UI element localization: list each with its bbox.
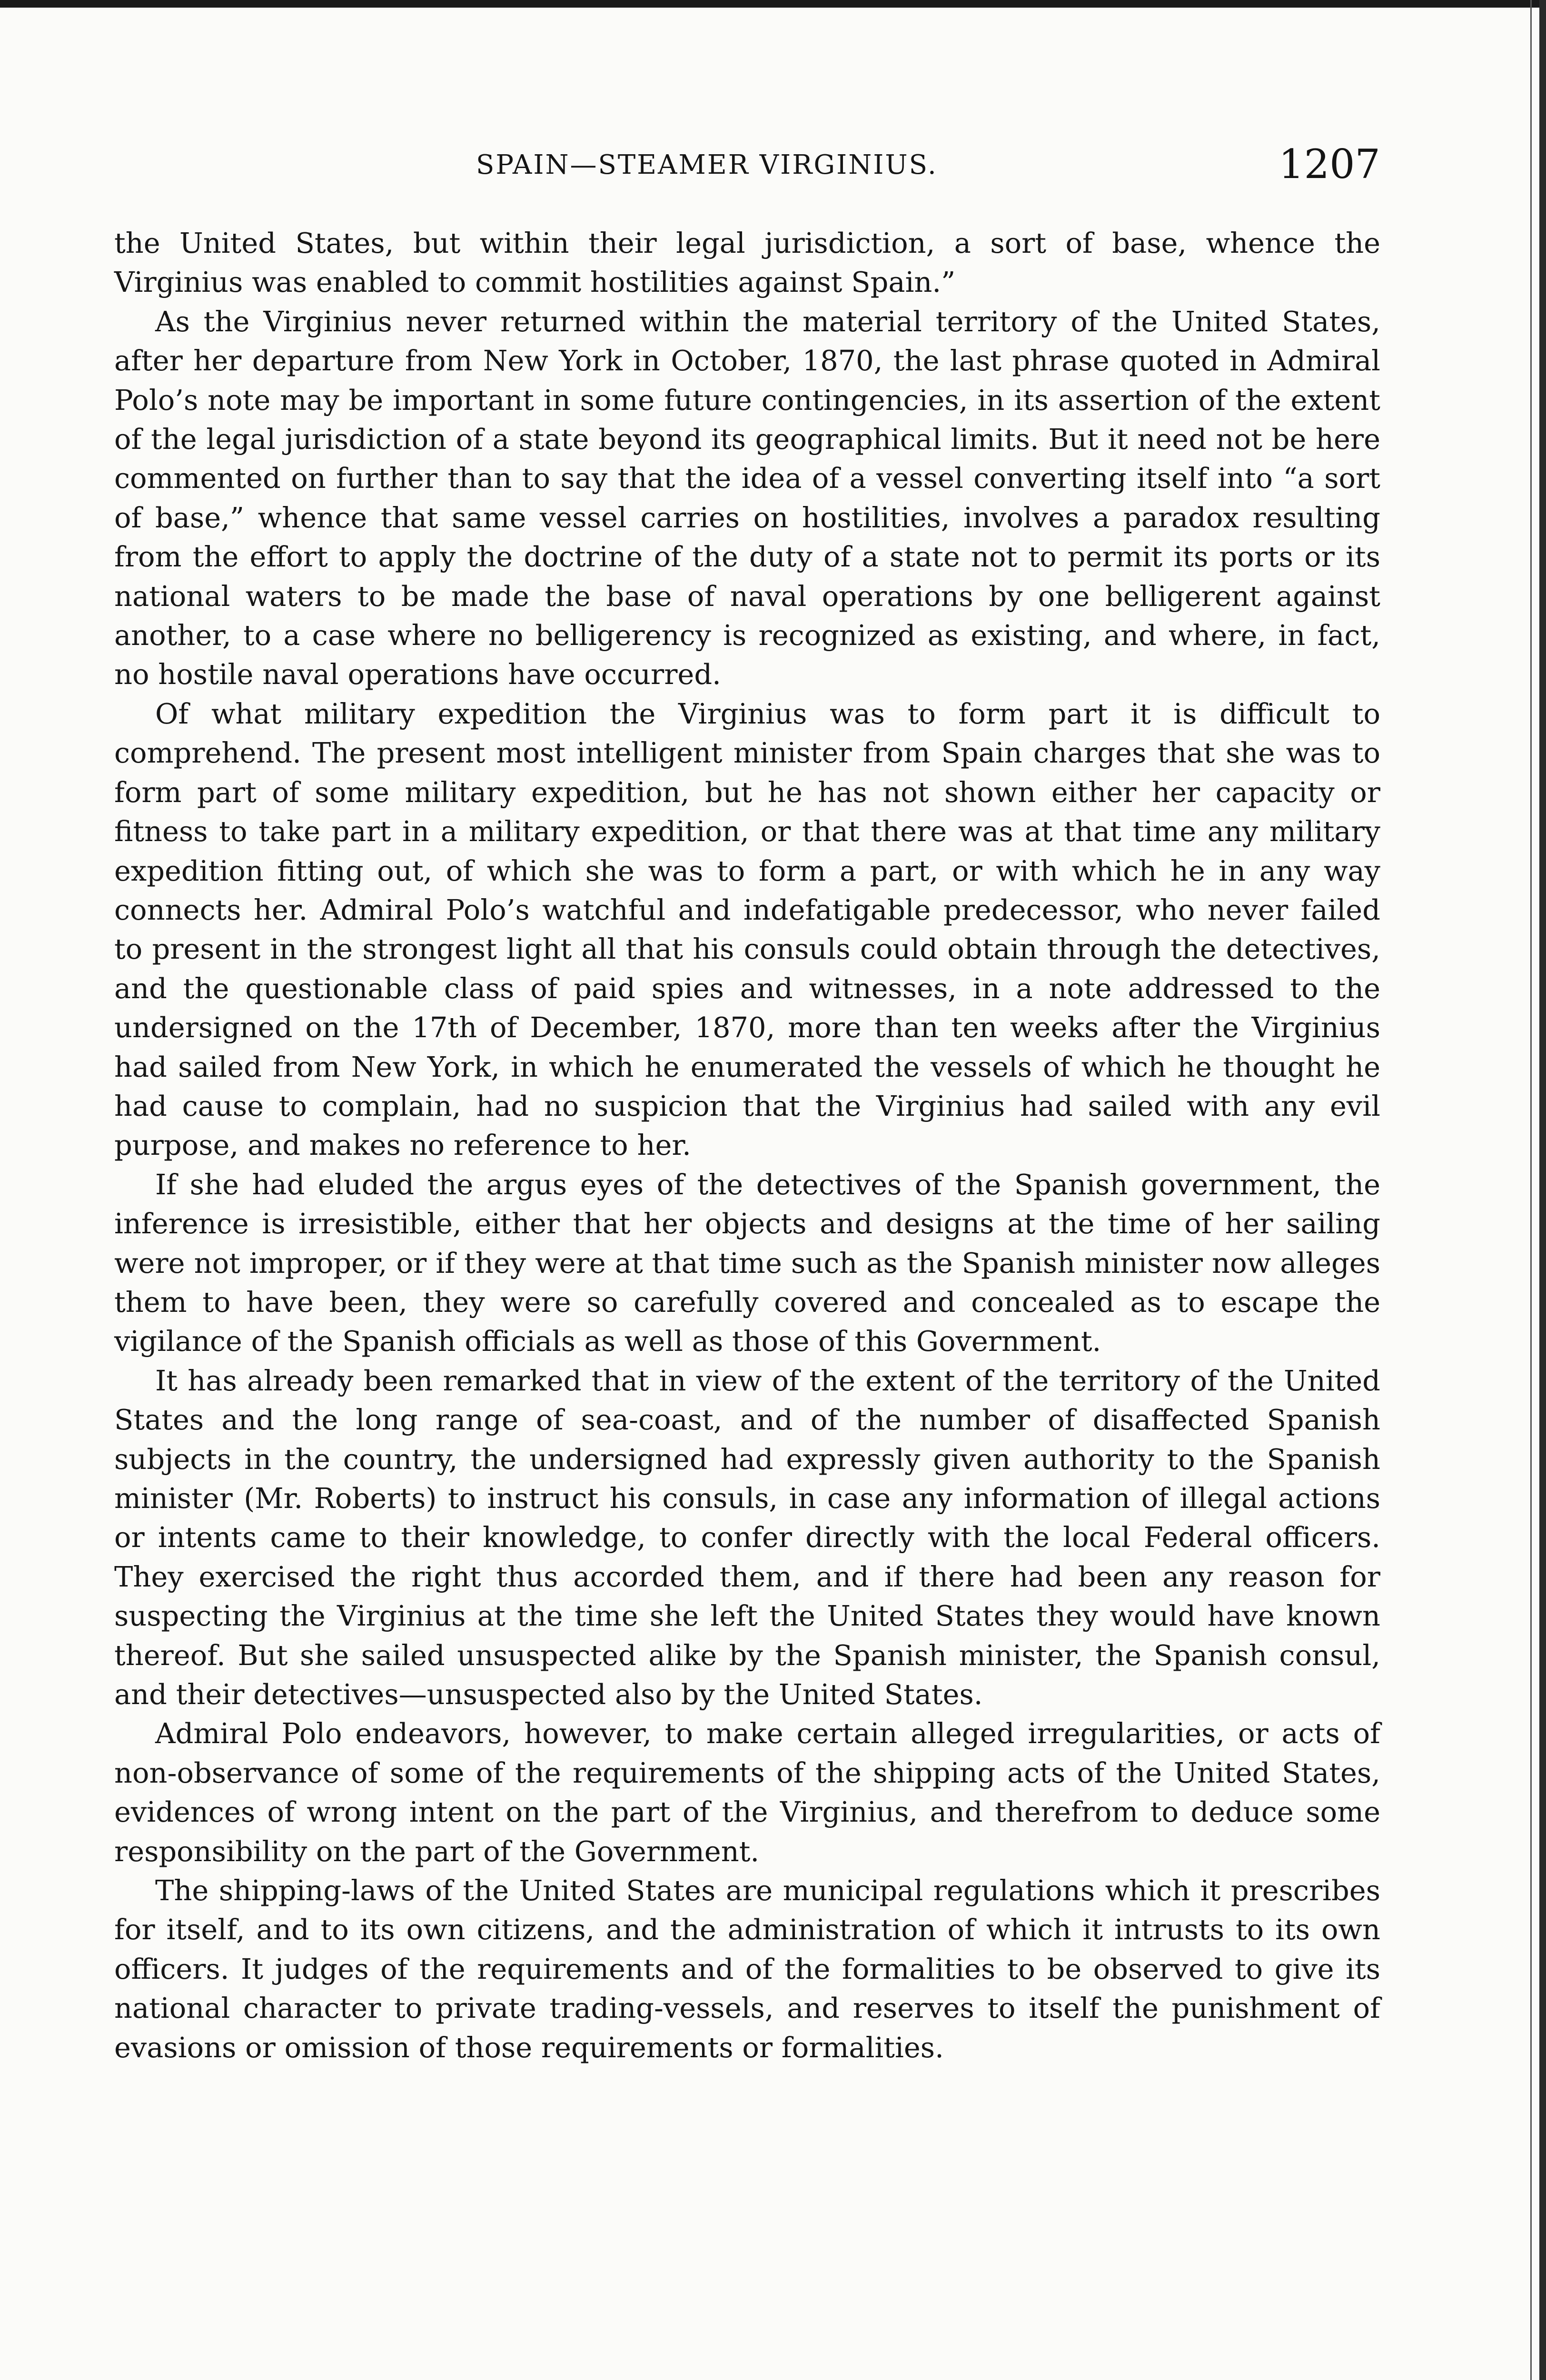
- page-number: 1207: [1278, 141, 1380, 188]
- top-border-rule: [0, 0, 1546, 8]
- paragraph-5: It has already been remarked that in view of the extent of the territory of the United States and the long range of sea-coast, and of the number of disaffected Spanish subjects in the country, the undersigned had expressly given authority to the Spanish minister (Mr. Roberts) to instruct his consuls, in case any information of illegal actions or intents came to their knowledge, to confer directly with the local Federal officers. They exercised the right thus accorded them, and if there had been any reason for suspecting the Virginius at the time she left the United States they would have known thereof. But she sailed unsuspected alike by the Spanish minister, the Spanish consul, and their detectives—unsuspected also by the United States.: [114, 1364, 1380, 1711]
- page-header: [114, 141, 1380, 198]
- right-edge-line: [1530, 0, 1532, 2380]
- paragraph-2: As the Virginius never returned within the material territory of the United States, after her departure from New York in October, 1870, the last phrase quoted in Admiral Polo’s note may be important in some future contingencies, in its assertion of the extent of the legal jurisdiction of a state beyond its geographical limits. But it need not be here commented on further than to say that the idea of a vessel converting itself into “a sort of base,” whence that same vessel carries on hostilities, involves a paradox resulting from the effort to apply the doctrine of the duty of a state not to permit its ports or its national waters to be made the base of naval operations by one belligerent against another, to a case where no belligerency is recognized as existing, and where, in fact, no hostile naval operations have occurred.: [114, 305, 1380, 691]
- paragraph-1: the United States, but within their legal jurisdiction, a sort of base, whence the Virginius was enabled to commit hostilities against Spain.”: [114, 227, 1380, 299]
- paragraph-3: Of what military expedition the Virginius was to form part it is difficult to comprehend. The present most intelligent minister from Spain charges that she was to form part of some military expedition, but he has not shown either her capacity or fitness to take part in a military expedition, or that there was at that time any military expedition fitting out, of which she was to form a part, or with which he in any way connects her. Admiral Polo’s watchful and indefatigable predecessor, who never failed to present in the strongest light all that his consuls could obtain through the detectives, and the questionable class of paid spies and witnesses, in a note addressed to the undersigned on the 17th of December, 1870, more than ten weeks after the Virginius had sailed from New York, in which he enumerated the vessels of which he thought he had cause to complain, had no suspicion that the Virginius had sailed with any evil purpose, and makes no reference to her.: [114, 697, 1380, 1162]
- right-page-edge: [1539, 0, 1546, 2380]
- running-head: SPAIN—STEAMER VIRGINIUS.: [476, 149, 938, 180]
- body-text: [114, 224, 1380, 2067]
- paragraph-7: The shipping-laws of the United States are municipal regulations which it prescribes for itself, and to its own citizens, and the administration of which it intrusts to its own officers. It judges of the requirements and of the formalities to be observed to give its national character to private trading-vessels, and reserves to itself the punishment of evasions or omission of those requirements or formalities.: [114, 1874, 1380, 2064]
- paragraph-6: Admiral Polo endeavors, however, to make certain alleged irregularities, or acts of non-observance of some of the requirements of the shipping acts of the United States, evidences of wrong intent on the part of the Virginius, and therefrom to deduce some responsibility on the part of the Government.: [114, 1717, 1380, 1868]
- paragraph-4: If she had eluded the argus eyes of the detectives of the Spanish government, the inference is irresistible, either that her objects and designs at the time of her sailing were not improper, or if they were at that time such as the Spanish minister now alleges them to have been, they were so carefully covered and concealed as to escape the vigilance of the Spanish officials as well as those of this Government.: [114, 1168, 1380, 1358]
